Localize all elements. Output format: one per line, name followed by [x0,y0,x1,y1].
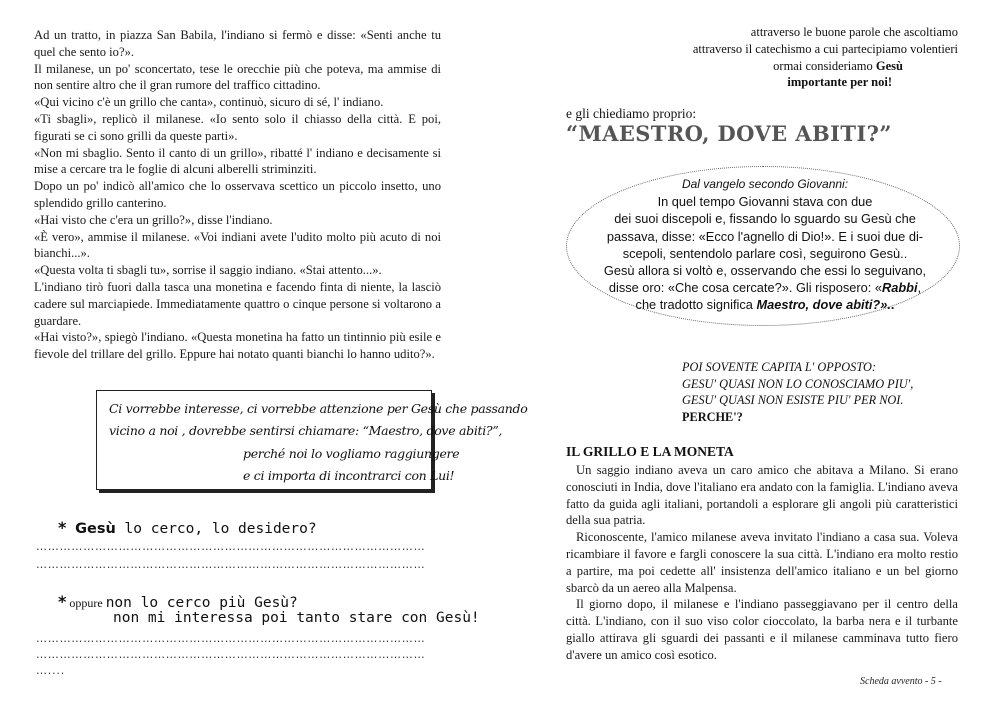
intro-line [658,58,958,75]
intro-line: attraverso il catechismo a cui partecipiamo volentieri [692,41,958,56]
callout-line: vicino a noi , dovrebbe sentirsi chiamare: “Maestro, dove abiti?”, [109,423,503,438]
opposite-line: GESU' QUASI NON LO CONOSCIAMO PIU', [682,376,914,391]
gospel-line [580,279,950,296]
paragraph: «È vero», ammise il milanese. «Voi indiani avete l'udito molto più acuto di noi bianchi...». [34,229,441,261]
asterisk-icon: * [58,518,67,537]
intro-line: attraverso le buone parole che ascoltiamo [750,25,958,39]
question-text-line2: non mi interessa poi tanto stare con Gesù! [113,610,480,626]
intro-block [658,24,958,91]
question-text: non lo cerco più Gesù? [105,595,298,611]
gospel-text: . [890,297,895,313]
intro-line-bold: importante per noi! [787,75,892,90]
answer-dotted-line-end: ….... [36,664,65,677]
paragraph: Il giorno dopo, il milanese e l'indiano passeggiavano per il centro della città. L'indiano, con il suo viso color cioccolato, la barba nera e il turbante giallo attirava gli sguardi dei passanti e il milanese camminava tutto fiero d'avere un amico così esotico. [566,597,958,662]
callout-line: e ci importa di incontrarci con Lui! [243,468,455,483]
story-continuation [34,27,441,363]
callout-line: Ci vorrebbe interesse, ci vorrebbe attenzione per Gesù che passando [109,401,528,416]
callout-box [96,390,528,490]
answer-dotted-line: ……………………………………………………………………………………… [36,540,426,553]
intro-text: ormai consideriamo [773,58,876,73]
paragraph: «Questa volta ti sbagli tu», sorrise il saggio indiano. «Stai attento...». [34,263,382,278]
paragraph: Ad un tratto, in piazza San Babila, l'indiano si fermò e disse: «Senti anche tu quel che sento io?». [34,28,441,59]
opposite-line: POI SOVENTE CAPITA L' OPPOSTO: [682,360,876,374]
gospel-line: Gesù allora si voltò e, osservando che essi lo seguivano, [603,263,927,279]
gospel-line: scepoli, sentendolo parlare così, seguirono Gesù.. [622,245,908,261]
gospel-rabbi: Rabbi [882,280,918,296]
paragraph: «Ti sbagli», replicò il milanese. «Io sento solo il chiasso della città. E poi, figurati se ci sono grilli da queste parti». [34,111,441,143]
gospel-text: , [917,280,922,296]
opposite-question: PERCHE'? [682,409,743,424]
gospel-text: che tradotto significa [635,297,757,313]
question-seek-jesus [58,518,317,537]
gospel-line [580,296,950,313]
gospel-line: passava, disse: «Ecco l'agnello di Dio!». E i suoi due di- [606,228,924,244]
intro-bold-word: Gesù [875,58,903,73]
question-not-seek [58,592,298,611]
gospel-emphasis: Maestro, dove abiti?». [756,297,891,313]
opposite-block [682,359,913,425]
paragraph: «Non mi sbaglio. Sento il canto di un grillo», ribatté l' indiano e decisamente si mise a cercare tra le foglie di alcuni alberelli striminziti. [34,145,441,177]
paragraph: Un saggio indiano aveva un caro amico che abitava a Milano. Si erano conosciuti in India, dove l'italiano era andato con la famiglia. L'indiano aveva fatto da guida agli italiani, portandoli a esplorare gli angoli più caratteristici della sua patria. [566,463,958,528]
gospel-text: disse oro: «Che cosa cercate?». Gli risposero: « [608,280,882,296]
paragraph: Il milanese, un po' sconcertato, tese le orecchie più che poteva, ma ammise di non sentire altro che il gran rumore del traffico cittadino. [34,61,441,93]
page-title: “MAESTRO, DOVE ABITI?” [566,121,892,146]
callout-line: perché noi lo vogliamo raggiungere [243,446,460,461]
paragraph: Dopo un po' indicò all'amico che lo osservava scettico un piccolo insetto, uno splendido grillo canterino. [34,179,441,210]
story-beginning [566,462,958,664]
question-text: lo cerco, lo desidero? [115,521,317,537]
asterisk-icon: * [58,592,67,611]
paragraph: «Hai visto?», spiegò l'indiano. «Questa monetina ha fatto un tintinnio più esile e fievole del trillare del grillo. Eppure hai notato quanti bianchi lo hanno udito?». [34,330,441,362]
ask-line: e gli chiediamo proprio: [566,106,697,121]
section-title: IL GRILLO E LA MONETA [566,444,734,459]
gospel-quote [580,176,950,314]
answer-dotted-line: ……………………………………………………………………………………… [36,648,426,661]
question-bold-word: Gesù [75,521,116,537]
gospel-line: In quel tempo Giovanni stava con due [657,194,873,210]
paragraph: «Qui vicino c'è un grillo che canta», continuò, sicuro di sé, l' indiano. [34,95,384,110]
question-oppure: oppure [66,596,106,610]
page-footer: Scheda avvento - 5 - [860,676,942,687]
answer-dotted-line: ……………………………………………………………………………………… [36,558,426,571]
paragraph: Riconoscente, l'amico milanese aveva invitato l'indiano a casa sua. Voleva ricambiare il favore e fargli conoscere la sua città. L'indiano era molto restio a partire, ma poi cedette all' insistenza dell'amico italiano e un bel giorno sbarcò da un aereo alla Malpensa. [566,530,958,595]
paragraph: L'indiano tirò fuori dalla tasca una monetina e facendo finta di niente, la lasciò cadere sul marciapiede. Immediatamente quattro o cinque persone si voltarono a guardare. [34,279,441,328]
answer-dotted-line: ……………………………………………………………………………………… [36,632,426,645]
paragraph: «Hai visto che c'era un grillo?», disse l'indiano. [34,212,273,227]
gospel-source: Dal vangelo secondo Giovanni: [681,177,849,191]
gospel-line: dei suoi discepoli e, fissando lo sguardo su Gesù che [614,211,916,227]
opposite-line: GESU' QUASI NON ESISTE PIU' PER NOI. [682,393,904,408]
